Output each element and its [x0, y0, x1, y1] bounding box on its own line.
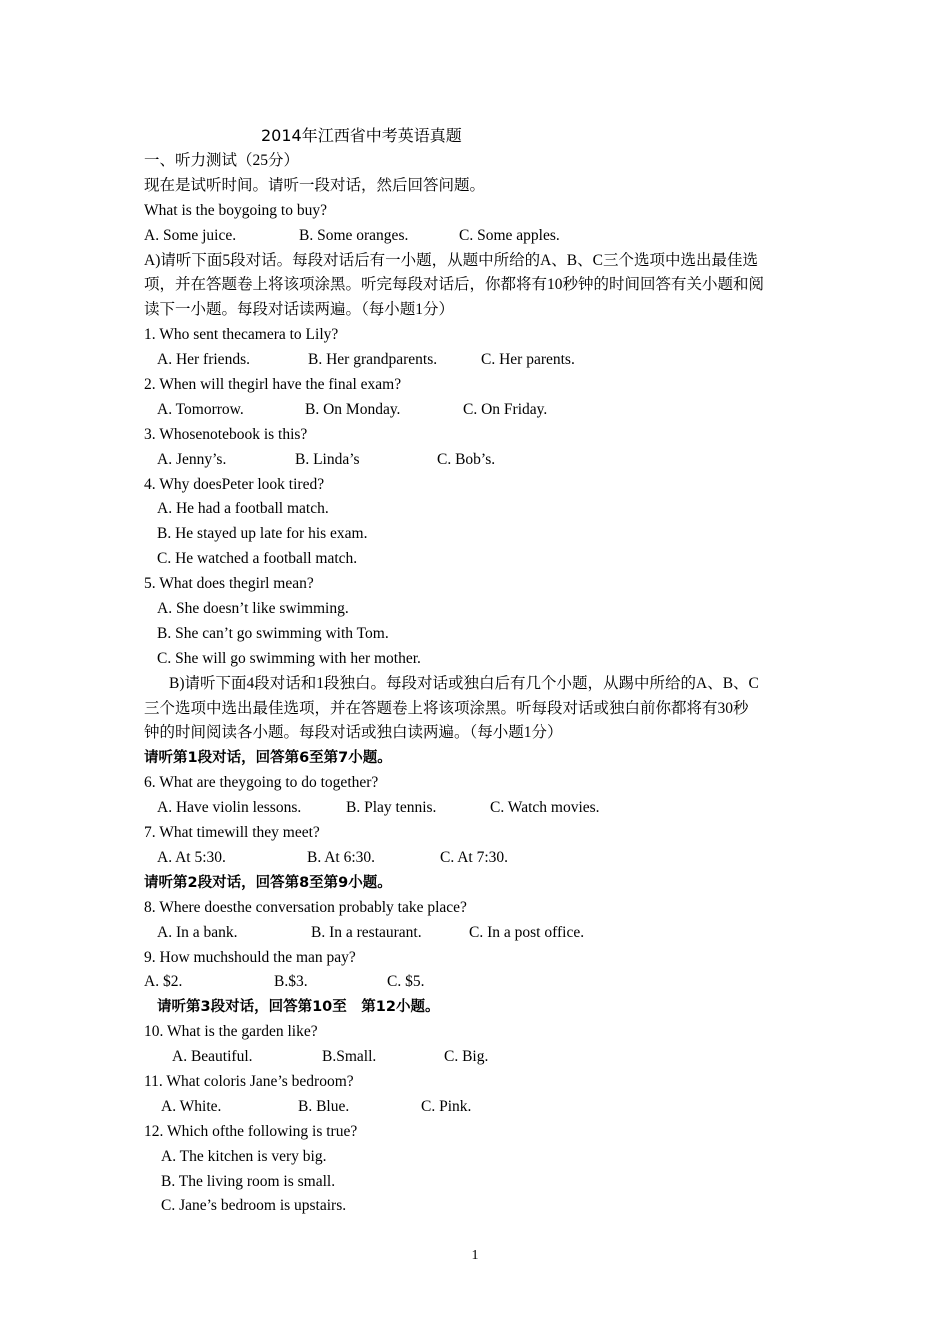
option: B.Small. [322, 1048, 377, 1066]
option: A. She doesn’t like swimming. [157, 600, 349, 618]
document-body [144, 149, 814, 1219]
option: C. In a post office. [469, 923, 585, 941]
dialogue-1-heading: 请听第1段对话，回答第6至第7小题。 [144, 750, 392, 767]
option: C. Some apples. [459, 226, 560, 244]
question-6-options [144, 796, 814, 821]
part-a-instruction-line: 项，并在答题卷上将该项涂黑。听完每段对话后，你都将有10秒钟的时间回答有关小题和阅 [144, 276, 765, 294]
option: B. Her grandparents. [308, 351, 438, 369]
option: B.$3. [274, 973, 308, 991]
option: C. Jane’s bedroom is upstairs. [161, 1197, 347, 1215]
question-9-options [144, 970, 814, 995]
question-10-options [144, 1045, 814, 1070]
option: C. Her parents. [481, 351, 575, 369]
question-12: 12. Which ofthe following is true? [144, 1122, 358, 1140]
option: A. Have violin lessons. [157, 799, 302, 817]
option: C. Bob’s. [437, 450, 496, 468]
option: C. Pink. [421, 1097, 472, 1115]
question-8: 8. Where doesthe conversation probably take place? [144, 898, 467, 916]
option: B. On Monday. [305, 400, 401, 418]
question-4: 4. Why doesPeter look tired? [144, 475, 325, 493]
trial-instruction: 现在是试听时间。请听一段对话，然后回答问题。 [144, 176, 486, 194]
option: C. She will go swimming with her mother. [157, 649, 421, 667]
option: A. $2. [144, 973, 183, 991]
option: A. At 5:30. [157, 848, 226, 866]
part-b-instruction-line: 三个选项中选出最佳选项，并在答题卷上将该项涂黑。听每段对话或独白前你都将有30秒 [144, 699, 749, 717]
question-11: 11. What coloris Jane’s bedroom? [144, 1072, 354, 1090]
option: B. She can’t go swimming with Tom. [157, 624, 389, 642]
dialogue-2-heading: 请听第2段对话，回答第8至第9小题。 [144, 874, 392, 891]
question-7-options [144, 846, 814, 871]
question-6: 6. What are theygoing to do together? [144, 774, 379, 792]
option: B. The living room is small. [161, 1172, 336, 1190]
question-1-options [144, 348, 814, 373]
option: A. He had a football match. [157, 500, 329, 518]
option: A. The kitchen is very big. [161, 1147, 327, 1165]
option: B. Play tennis. [346, 799, 437, 817]
option: B. Some oranges. [299, 226, 409, 244]
question-9: 9. How muchshould the man pay? [144, 948, 356, 966]
option: C. Watch movies. [490, 799, 600, 817]
option: B. At 6:30. [307, 848, 376, 866]
question-5: 5. What does thegirl mean? [144, 575, 314, 593]
option: A. Beautiful. [172, 1048, 253, 1066]
part-b-instruction-line: B)请听下面4段对话和1段独白。每段对话或独白后有几个小题，从踢中所给的A、B、C [169, 674, 759, 692]
option: C. Big. [444, 1048, 489, 1066]
part-a-instruction-line: A)请听下面5段对话。每段对话后有一小题，从题中所给的A、B、C三个选项中选出最佳选 [144, 251, 758, 269]
question-8-options [144, 921, 814, 946]
document-title: 2014年江西省中考英语真题 [261, 126, 462, 145]
option: A. White. [161, 1097, 222, 1115]
question-7: 7. What timewill they meet? [144, 824, 320, 842]
question-10: 10. What is the garden like? [144, 1023, 318, 1041]
part-a-instruction-line: 读下一小题。每段对话读两遍。（每小题1分） [144, 301, 455, 319]
option: A. Some juice. [144, 226, 237, 244]
option: B. He stayed up late for his exam. [157, 525, 368, 543]
trial-question: What is the boygoing to buy? [144, 201, 327, 219]
option: C. At 7:30. [440, 848, 509, 866]
option: B. In a restaurant. [311, 923, 422, 941]
trial-options [144, 224, 814, 249]
option: B. Blue. [298, 1097, 350, 1115]
question-2-options [144, 398, 814, 423]
question-3-options [144, 448, 814, 473]
question-3: 3. Whosenotebook is this? [144, 425, 308, 443]
option: A. Tomorrow. [157, 400, 244, 418]
part-b-instruction-line: 钟的时间阅读各小题。每段对话或独白读两遍。（每小题1分） [144, 724, 563, 742]
section-heading: 一、听力测试（25分） [144, 152, 300, 169]
question-11-options [144, 1095, 814, 1120]
dialogue-3-heading: 请听第3段对话，回答第10至 第12小题。 [157, 999, 440, 1016]
question-2: 2. When will thegirl have the final exam? [144, 376, 402, 394]
option: C. $5. [387, 973, 425, 991]
option: A. Jenny’s. [157, 450, 227, 468]
page-number: 1 [471, 1248, 479, 1263]
option: C. He watched a football match. [157, 550, 358, 568]
question-1: 1. Who sent thecamera to Lily? [144, 326, 339, 344]
option: B. Linda’s [295, 450, 360, 468]
option: A. In a bank. [157, 923, 238, 941]
option: C. On Friday. [463, 400, 548, 418]
option: A. Her friends. [157, 351, 250, 369]
